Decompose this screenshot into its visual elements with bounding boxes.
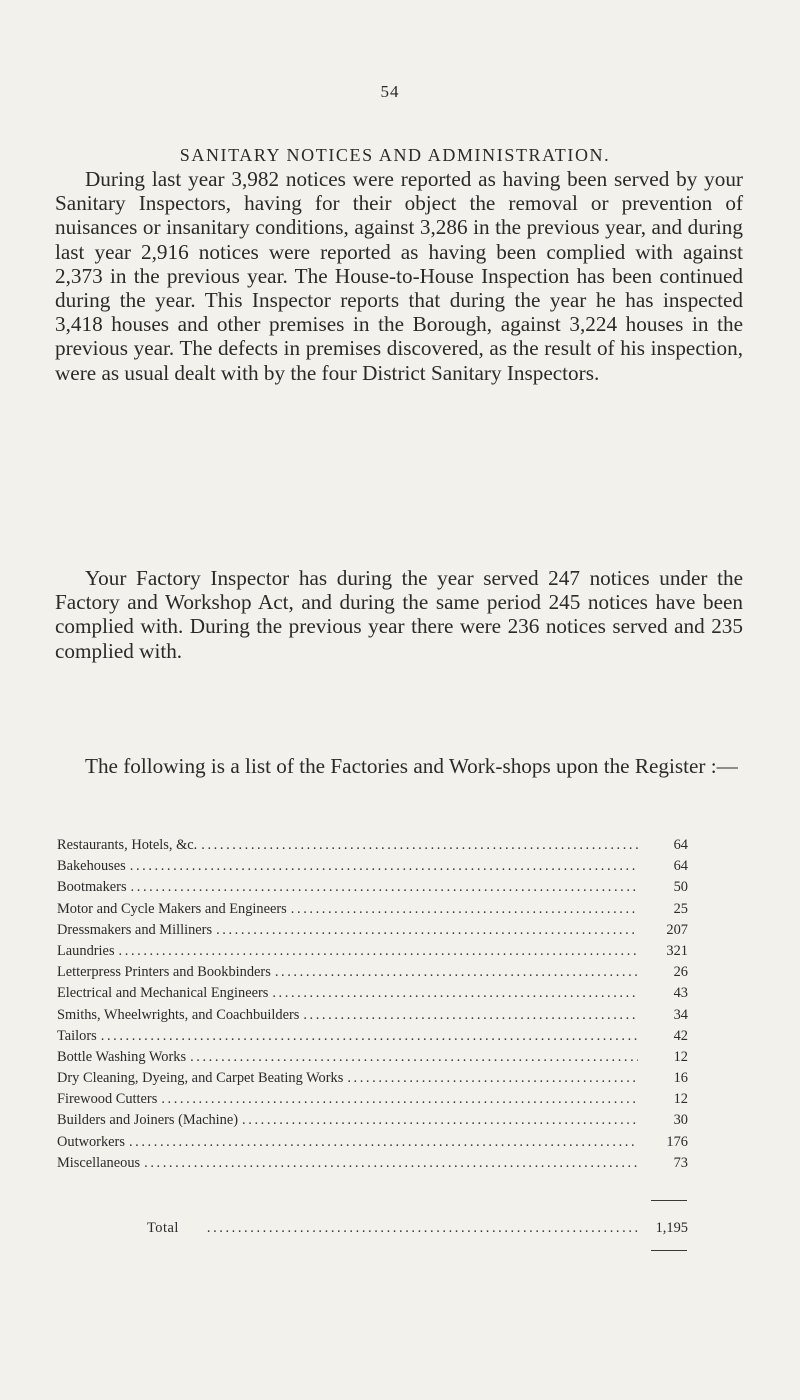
item-label: Dressmakers and Milliners — [57, 921, 213, 938]
item-count: 73 — [673, 1154, 688, 1171]
item-label: Restaurants, Hotels, &c. — [57, 837, 198, 853]
page-number: 54 — [380, 82, 400, 101]
list-item — [57, 1132, 688, 1153]
item-label: Letterpress Printers and Bookbinders — [57, 964, 271, 981]
item-count: 64 — [673, 837, 688, 853]
dot-leader — [272, 983, 638, 1004]
dot-leader — [347, 1068, 638, 1089]
total-count: 1,195 — [655, 1220, 688, 1236]
item-count: 50 — [673, 879, 688, 896]
section-heading: SANITARY NOTICES AND ADMINISTRATION. — [179, 145, 611, 165]
sum-rule-top — [651, 1200, 687, 1201]
dot-leader — [201, 835, 638, 856]
item-label: Tailors — [57, 1027, 97, 1044]
dot-leader — [129, 1132, 638, 1153]
total-label: Total — [147, 1220, 179, 1236]
list-item — [57, 899, 688, 920]
item-label: Dry Cleaning, Dyeing, and Carpet Beating Works — [57, 1070, 344, 1087]
item-count: 16 — [673, 1070, 688, 1087]
dot-leader — [275, 962, 638, 983]
dot-leader — [291, 899, 638, 920]
item-label: Firewood Cutters — [57, 1091, 158, 1108]
dot-leader — [119, 941, 638, 962]
item-label: Motor and Cycle Makers and Engineers — [57, 900, 287, 917]
item-count: 30 — [673, 1112, 688, 1129]
item-label: Miscellaneous — [57, 1154, 141, 1171]
item-label: Smiths, Wheelwrights, and Coachbuilders — [57, 1006, 300, 1023]
list-item — [57, 1068, 688, 1089]
item-count: 176 — [666, 1133, 688, 1150]
dot-leader — [207, 1218, 638, 1239]
list-item — [57, 835, 688, 856]
total-row — [57, 1218, 688, 1239]
item-count: 64 — [673, 858, 688, 875]
dot-leader — [190, 1047, 638, 1068]
sum-rule-bottom — [651, 1250, 687, 1251]
list-item — [57, 877, 688, 898]
list-item — [57, 1026, 688, 1047]
dot-leader — [242, 1110, 638, 1131]
list-item — [57, 1089, 688, 1110]
list-item — [57, 1005, 688, 1026]
dot-leader — [216, 920, 638, 941]
list-item — [57, 1110, 688, 1131]
item-count: 207 — [666, 921, 688, 938]
dot-leader — [101, 1026, 638, 1047]
item-label: Electrical and Mechanical Engineers — [57, 985, 269, 1002]
item-label: Laundries — [57, 942, 115, 959]
list-item — [57, 941, 688, 962]
dot-leader — [130, 856, 638, 877]
paragraph-factory-inspector: Your Factory Inspector has during the year served 247 notices under the Factory and Workshop Act, and during the same period 245 notices have been complied with. During the previous year there were 236 notices served and 235 complied with. — [55, 566, 743, 663]
item-label: Outworkers — [57, 1133, 125, 1150]
dot-leader — [131, 877, 638, 898]
list-item — [57, 1153, 688, 1174]
item-count: 43 — [673, 985, 688, 1002]
item-count: 12 — [673, 1091, 688, 1108]
item-label: Bottle Washing Works — [57, 1048, 187, 1065]
list-item — [57, 1047, 688, 1068]
item-count: 25 — [673, 900, 688, 917]
dot-leader — [161, 1089, 638, 1110]
list-item — [57, 920, 688, 941]
item-count: 42 — [673, 1027, 688, 1044]
item-count: 12 — [673, 1048, 688, 1065]
item-count: 26 — [673, 964, 688, 981]
item-label: Bootmakers — [57, 879, 127, 896]
register-list — [57, 835, 688, 1174]
item-label: Builders and Joiners (Machine) — [57, 1112, 239, 1129]
paragraph-sanitary-notices: During last year 3,982 notices were reported as having been served by your Sanitary Inspectors, having for their object the removal or prevention of nuisances or insanitary conditions, against 3,286 in the previous year, and during last year 2,916 notices were reported as having been complied with against 2,373 in the previous year. The House-to-House Inspection has been continued during the year. This Inspector reports that during the year he has inspected 3,418 houses and other premises in the Borough, against 3,224 houses in the previous year. The defects in premises discovered, as the result of his inspection, were as usual dealt with by the four District Sanitary Inspectors. — [55, 167, 743, 385]
item-count: 321 — [666, 942, 688, 959]
paragraph-register-intro: The following is a list of the Factories and Work-shops upon the Register :— — [85, 754, 738, 778]
list-item — [57, 983, 688, 1004]
list-item — [57, 962, 688, 983]
dot-leader — [303, 1005, 638, 1026]
item-label: Bakehouses — [57, 858, 126, 875]
item-count: 34 — [673, 1006, 688, 1023]
dot-leader — [144, 1153, 638, 1174]
list-item — [57, 856, 688, 877]
